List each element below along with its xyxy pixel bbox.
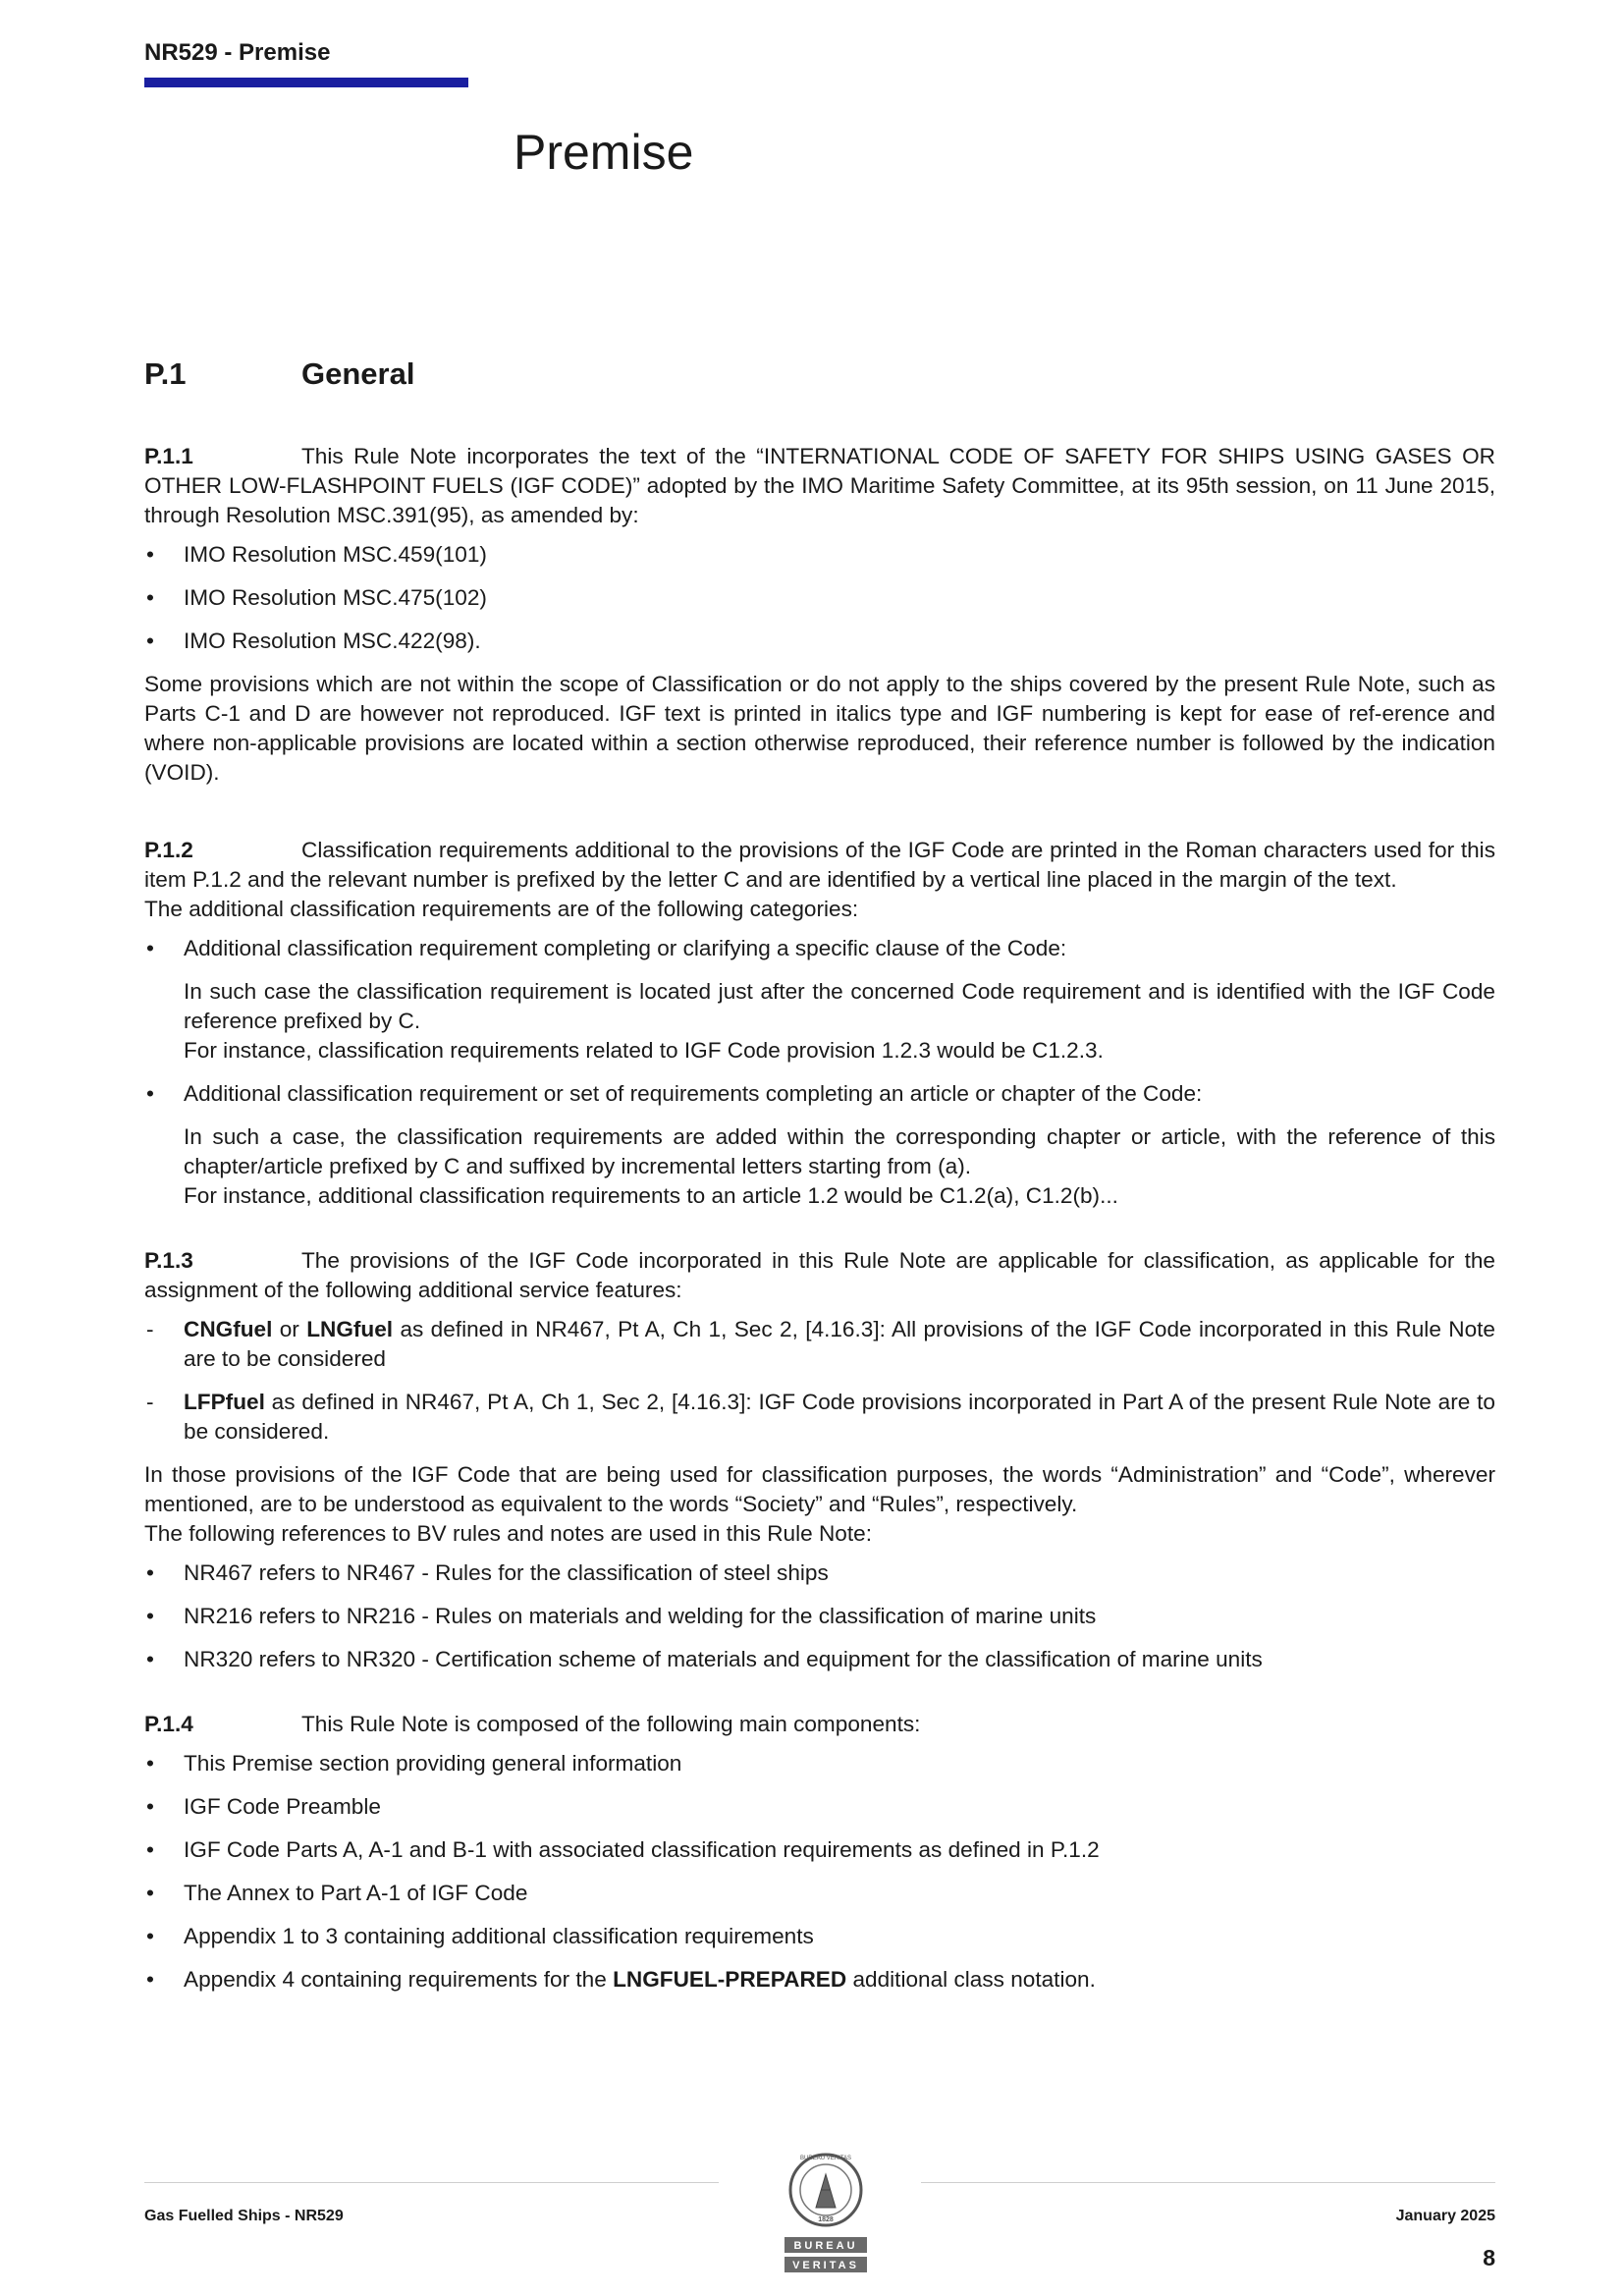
list-item: • Additional classification requirement completing or clarifying a specific clause of the Code: bbox=[144, 934, 1495, 963]
footer-rule-right bbox=[921, 2182, 1495, 2183]
list-item: - LFPfuel as defined in NR467, Pt A, Ch 1, Sec 2, [4.16.3]: IGF Code provisions incorporated in Part A of the present Rule Note are to be considered. bbox=[146, 1390, 1495, 1444]
bureau-veritas-logo-icon bbox=[779, 2151, 873, 2280]
footer-rule-left bbox=[144, 2182, 719, 2183]
list-item: - CNGfuel or LNGfuel as defined in NR467, Pt A, Ch 1, Sec 2, [4.16.3]: All provisions of the IGF Code incorporated in this Rule Note are to be considered bbox=[146, 1317, 1495, 1371]
bullet-icon: • bbox=[146, 936, 154, 960]
dash-icon: - bbox=[146, 1390, 154, 1414]
list-item: • This Premise section providing general information bbox=[144, 1749, 1495, 1778]
article-p112 bbox=[144, 836, 1495, 895]
category-list bbox=[144, 1079, 1495, 1109]
bullet-icon: • bbox=[146, 1794, 154, 1819]
page-body bbox=[144, 354, 1495, 2008]
article-text: Classification requirements additional to the provisions of the IGF Code are printed in the Roman characters used for this item P.1.2 and the relevant number is prefixed by the letter C and are identified by a vertical line placed in the margin of the text. bbox=[144, 838, 1495, 892]
sub-paragraph: In such case the classification requirement is located just after the concerned Code requirement and is identified with the IGF Code reference prefixed by C. For instance, classification requirements related to IGF Code provision 1.2.3 would be C1.2.3. bbox=[184, 979, 1495, 1063]
dash-icon: - bbox=[146, 1317, 154, 1341]
list-item: • IGF Code Parts A, A-1 and B-1 with associated classification requirements as defined in P.1.2 bbox=[144, 1835, 1495, 1865]
bullet-icon: • bbox=[146, 1560, 154, 1585]
sub-paragraph: In such a case, the classification requirements are added within the corresponding chapter or article, with the reference of this chapter/article prefixed by C and suffixed by incremental letters starting from (a). For instance, additional classification requirements to an article 1.2 would be C1.2(a), C1.2(b)... bbox=[184, 1124, 1495, 1208]
article-number: P.1.2 bbox=[144, 838, 193, 862]
bullet-icon: • bbox=[146, 1967, 154, 1992]
category-list bbox=[144, 934, 1495, 963]
bullet-icon: • bbox=[146, 1924, 154, 1948]
article-text: This Rule Note incorporates the text of the “INTERNATIONAL CODE OF SAFETY FOR SHIPS USING GASES OR OTHER LOW-FLASHPOINT FUELS (IGF CODE)” adopted by the IMO Maritime Safety Committee, at its 95th session, on 11 June 2015, through Resolution MSC.391(95), as amended by: bbox=[144, 444, 1495, 527]
article-text: The provisions of the IGF Code incorporated in this Rule Note are applicable for classification, as applicable for the assignment of the following additional service features: bbox=[144, 1248, 1495, 1302]
footer-doc-title: Gas Fuelled Ships - NR529 bbox=[144, 2208, 344, 2224]
article-p111 bbox=[144, 442, 1495, 530]
bullet-icon: • bbox=[146, 629, 154, 653]
footer-date: January 2025 bbox=[1395, 2208, 1495, 2224]
section-number: P.1 bbox=[144, 356, 187, 391]
bullet-icon: • bbox=[146, 1647, 154, 1671]
article-number: P.1.3 bbox=[144, 1248, 193, 1273]
amendment-list bbox=[144, 540, 1495, 656]
bullet-icon: • bbox=[146, 1604, 154, 1628]
article-text: This Rule Note is composed of the following main components: bbox=[301, 1712, 921, 1736]
bullet-icon: • bbox=[146, 1837, 154, 1862]
logo-word-veritas: VERITAS bbox=[792, 2260, 859, 2271]
bullet-icon: • bbox=[146, 585, 154, 610]
list-item: • Additional classification requirement or set of requirements completing an article or chapter of the Code: bbox=[144, 1079, 1495, 1109]
bullet-icon: • bbox=[146, 1751, 154, 1776]
bullet-icon: • bbox=[146, 542, 154, 567]
list-item: • IMO Resolution MSC.422(98). bbox=[144, 627, 1495, 656]
list-item: • IMO Resolution MSC.459(101) bbox=[144, 540, 1495, 570]
list-item: • IGF Code Preamble bbox=[144, 1792, 1495, 1822]
list-item: • IMO Resolution MSC.475(102) bbox=[144, 583, 1495, 613]
paragraph: The additional classification requirements are of the following categories: bbox=[144, 897, 859, 921]
article-p114 bbox=[144, 1710, 1495, 1739]
paragraph: The following references to BV rules and notes are used in this Rule Note: bbox=[144, 1521, 872, 1546]
list-item: • NR320 refers to NR320 - Certification scheme of materials and equipment for the classification of marine units bbox=[144, 1645, 1495, 1674]
article-number: P.1.4 bbox=[144, 1712, 193, 1736]
components-list bbox=[144, 1749, 1495, 1995]
list-item: • NR216 refers to NR216 - Rules on materials and welding for the classification of marine units bbox=[144, 1602, 1495, 1631]
bullet-icon: • bbox=[146, 1881, 154, 1905]
page-title: Premise bbox=[514, 125, 694, 180]
article-p113 bbox=[144, 1246, 1495, 1305]
paragraph: In those provisions of the IGF Code that are being used for classification purposes, the words “Administration” and “Code”, wherever mentioned, are to be understood as equivalent to the words “Society” and “Rules”, respectively. bbox=[144, 1462, 1495, 1516]
running-header: NR529 - Premise bbox=[144, 39, 331, 66]
logo-ring-text: BUREAU VERITAS bbox=[800, 2156, 851, 2161]
logo-year: 1828 bbox=[818, 2216, 834, 2223]
section-title: General bbox=[301, 356, 415, 391]
section-heading bbox=[144, 354, 1495, 397]
bullet-icon: • bbox=[146, 1081, 154, 1106]
paragraph: Some provisions which are not within the scope of Classification or do not apply to the ships covered by the present Rule Note, such as Parts C-1 and D are however not reproduced. IGF text is printed in italics type and IGF numbering is kept for ease of ref-erence and where non-applicable provisions are located within a section otherwise reproduced, their reference number is followed by the indication (VOID). bbox=[144, 672, 1495, 785]
list-item: • NR467 refers to NR467 - Rules for the classification of steel ships bbox=[144, 1558, 1495, 1588]
logo-word-bureau: BUREAU bbox=[793, 2240, 858, 2252]
header-rule bbox=[144, 78, 468, 87]
service-feature-list bbox=[144, 1315, 1495, 1447]
article-number: P.1.1 bbox=[144, 444, 193, 468]
list-item: • The Annex to Part A-1 of IGF Code bbox=[144, 1879, 1495, 1908]
reference-list bbox=[144, 1558, 1495, 1674]
list-item: • Appendix 1 to 3 containing additional classification requirements bbox=[144, 1922, 1495, 1951]
list-item: • Appendix 4 containing requirements for the LNGFUEL-PREPARED additional class notation. bbox=[144, 1965, 1495, 1995]
page-number: 8 bbox=[1483, 2245, 1495, 2270]
